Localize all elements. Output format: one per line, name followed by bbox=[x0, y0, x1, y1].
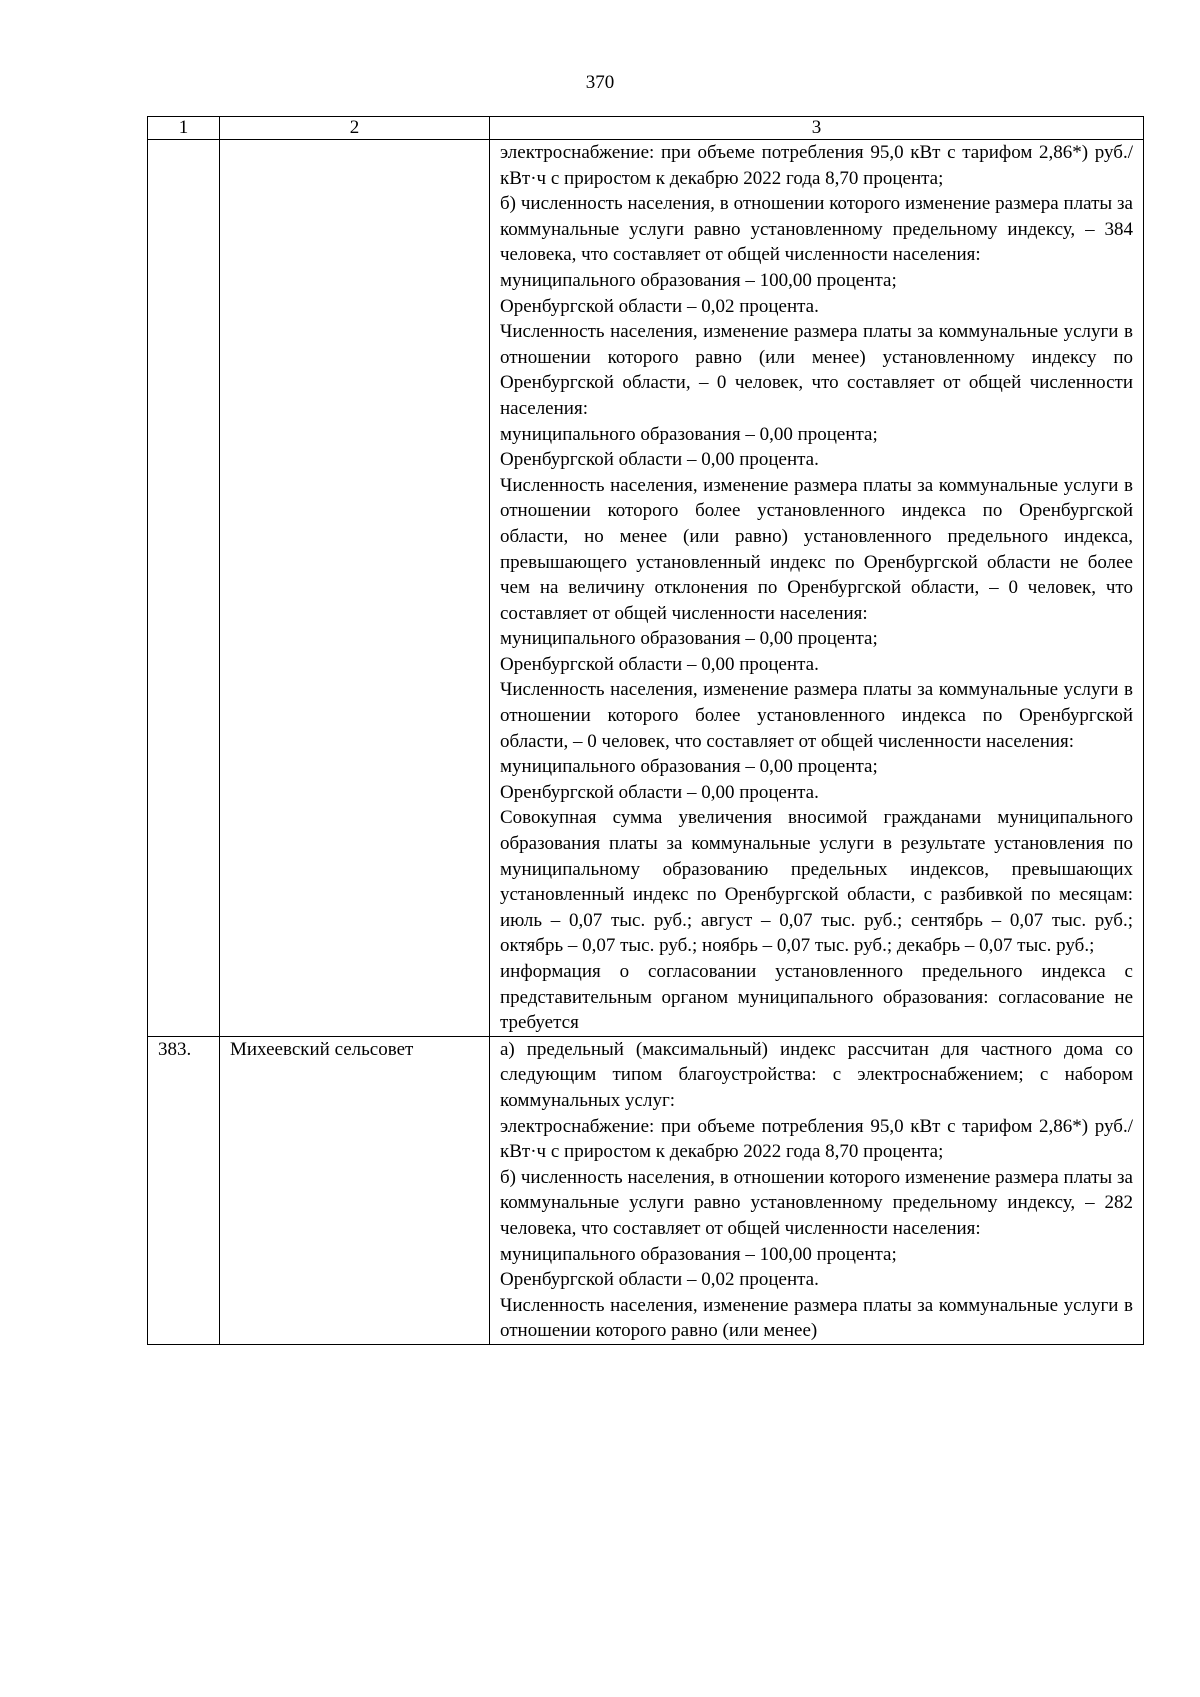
municipality-name bbox=[220, 140, 490, 1037]
paragraph: Оренбургской области – 0,00 процента. bbox=[500, 653, 819, 675]
row-description bbox=[490, 140, 1144, 1037]
paragraph: б) численность населения, в отношении которого изменение размера платы за коммунальные услуги равно установленному предельному индексу, – 282 человека, что составляет от общей численности населения: bbox=[500, 1166, 1133, 1239]
row-number bbox=[148, 140, 220, 1037]
paragraph: муниципального образования – 0,00 процента; bbox=[500, 628, 878, 650]
paragraph: муниципального образования – 0,00 процента; bbox=[500, 756, 878, 778]
row-description bbox=[490, 1036, 1144, 1344]
table-row bbox=[148, 1036, 1144, 1344]
page-number: 370 bbox=[585, 72, 615, 93]
paragraph: Численность населения, изменение размера платы за коммунальные услуги в отношении которого более установленного индекса по Оренбургской области, но менее (или равно) установленного предельного индекса, превышающего установленный индекс по Оренбургской области не более чем на величину отклонения по Оренбургской области, – 0 человек, что составляет от общей численности населения: bbox=[500, 474, 1133, 624]
municipality-name: Михеевский сельсовет bbox=[220, 1036, 490, 1344]
paragraph: информация о согласовании установленного предельного индекса с представительным органом муниципального образования: согласование не требуется bbox=[500, 961, 1133, 1034]
document-table bbox=[147, 116, 1144, 1345]
table-row bbox=[148, 140, 1144, 1037]
paragraph: Оренбургской области – 0,02 процента. bbox=[500, 295, 819, 317]
paragraph: электроснабжение: при объеме потребления 95,0 кВт с тарифом 2,86*) руб./кВт·ч с приростом к декабрю 2022 года 8,70 процента; bbox=[500, 1115, 1133, 1163]
header-cell-3: 3 bbox=[490, 117, 1144, 140]
paragraph: Совокупная сумма увеличения вносимой гражданами муниципального образования платы за коммунальные услуги в результате установления по муниципальному образованию предельных индексов, превышающих установленный индекс по Оренбургской области, с разбивкой по месяцам: июль – 0,07 тыс. руб.; август – 0,07 тыс. руб.; сентябрь – 0,07 тыс. руб.; октябрь – 0,07 тыс. руб.; ноябрь – 0,07 тыс. руб.; декабрь – 0,07 тыс. руб.; bbox=[500, 807, 1133, 957]
table-header-row bbox=[148, 117, 1144, 140]
paragraph: электроснабжение: при объеме потребления 95,0 кВт с тарифом 2,86*) руб./кВт·ч с приростом к декабрю 2022 года 8,70 процента; bbox=[500, 142, 1133, 189]
paragraph: муниципального образования – 100,00 процента; bbox=[500, 269, 897, 291]
paragraph: Численность населения, изменение размера платы за коммунальные услуги в отношении которого более установленного индекса по Оренбургской области, – 0 человек, что составляет от общей численности населения: bbox=[500, 679, 1133, 752]
row-number: 383. bbox=[148, 1036, 220, 1344]
paragraph: а) предельный (максимальный) индекс рассчитан для частного дома со следующим типом благоустройства: с электроснабжением; с набором коммунальных услуг: bbox=[500, 1038, 1133, 1111]
paragraph: муниципального образования – 0,00 процента; bbox=[500, 423, 878, 445]
paragraph: Численность населения, изменение размера платы за коммунальные услуги в отношении которого равно (или менее) установленному индексу по Оренбургской области, – 0 человек, что составляет от общей численности населения: bbox=[500, 321, 1133, 419]
paragraph: б) численность населения, в отношении которого изменение размера платы за коммунальные услуги равно установленному предельному индексу, – 384 человека, что составляет от общей численности населения: bbox=[500, 193, 1133, 266]
header-cell-2: 2 bbox=[220, 117, 490, 140]
paragraph: Численность населения, изменение размера платы за коммунальные услуги в отношении которого равно (или менее) bbox=[500, 1294, 1133, 1342]
paragraph: Оренбургской области – 0,00 процента. bbox=[500, 781, 819, 803]
paragraph: Оренбургской области – 0,02 процента. bbox=[500, 1269, 819, 1291]
paragraph: Оренбургской области – 0,00 процента. bbox=[500, 449, 819, 471]
header-cell-1: 1 bbox=[148, 117, 220, 140]
paragraph: муниципального образования – 100,00 процента; bbox=[500, 1243, 897, 1265]
